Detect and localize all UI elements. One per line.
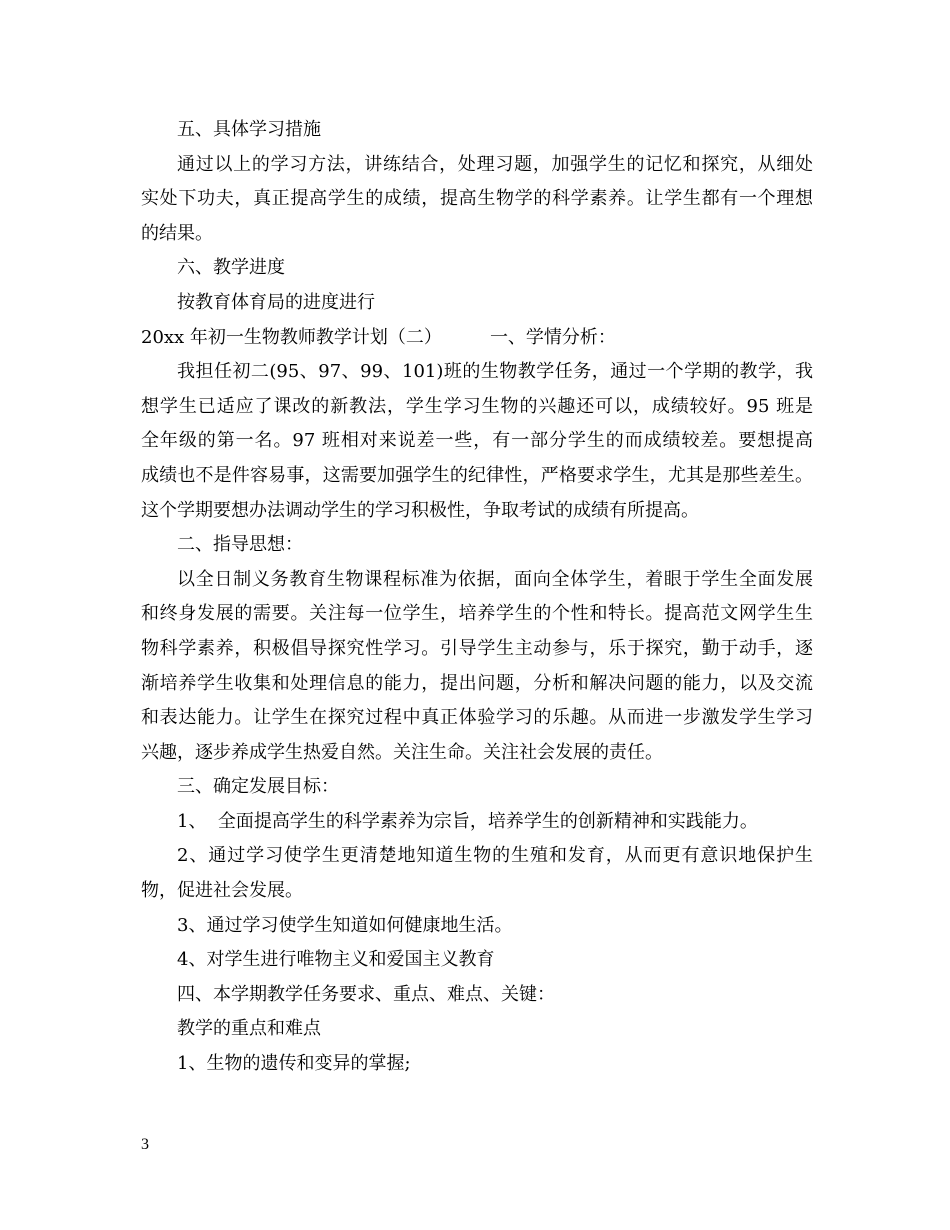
paragraph-line: 我担任初二(95、97、99、101)班的生物教学任务，通过一个学期的教学，我 xyxy=(177,361,813,383)
paragraph-line: 这个学期要想办法调动学生的学习积极性，争取考试的成绩有所提高。 xyxy=(141,499,699,521)
page-number: 3 xyxy=(141,1136,149,1153)
paragraph-line: 全年级的第一名。97 班相对来说差一些，有一部分学生的而成绩较差。要想提高 xyxy=(141,430,813,452)
list-item: 3、通过学习使学生知道如何健康地生活。 xyxy=(177,914,513,936)
list-item: 4、对学生进行唯物主义和爱国主义教育 xyxy=(177,949,495,971)
paragraph-line: 通过以上的学习方法，讲练结合，处理习题，加强学生的记忆和探究，从细处 xyxy=(177,153,813,175)
plan-title: 20xx 年初一生物教师教学计划（二） xyxy=(141,326,442,348)
paragraph-line: 兴趣，逐步养成学生热爱自然。关注生命。关注社会发展的责任。 xyxy=(141,741,663,763)
list-item: 1、 全面提高学生的科学素养为宗旨，培养学生的创新精神和实践能力。 xyxy=(177,810,758,832)
section-heading: 五、具体学习措施 xyxy=(177,119,321,140)
subheading: 教学的重点和难点 xyxy=(177,1018,321,1040)
section-heading: 四、本学期教学任务要求、重点、难点、关键： xyxy=(177,983,555,1005)
section-heading: 三、确定发展目标： xyxy=(177,776,339,798)
list-item: 1、生物的遗传和变异的掌握; xyxy=(177,1053,411,1075)
paragraph-line: 成绩也不是件容易事，这需要加强学生的纪律性，严格要求学生，尤其是那些差生。 xyxy=(141,464,813,486)
paragraph-line: 渐培养学生收集和处理信息的能力，提出问题，分析和解决问题的能力，以及交流 xyxy=(141,672,813,694)
section-heading: 六、教学进度 xyxy=(177,257,285,279)
list-item: 2、通过学习使学生更清楚地知道生物的生殖和发育，从而更有意识地保护生 xyxy=(177,845,813,867)
document-body xyxy=(141,113,813,1082)
paragraph-line: 想学生已适应了课改的新教法，学生学习生物的兴趣还可以，成绩较好。95 班是 xyxy=(141,395,813,417)
section-heading: 二、指导思想： xyxy=(177,534,303,556)
paragraph-line: 实处下功夫，真正提高学生的成绩，提高生物学的科学素养。让学生都有一个理想 xyxy=(141,188,813,210)
paragraph-line: 物科学素养，积极倡导探究性学习。引导学生主动参与，乐于探究，勤于动手，逐 xyxy=(141,637,813,659)
list-item-continuation: 物，促进社会发展。 xyxy=(141,880,303,902)
paragraph-line: 和终身发展的需要。关注每一位学生，培养学生的个性和特长。提高范文网学生生 xyxy=(141,603,813,625)
paragraph-line: 和表达能力。让学生在探究过程中真正体验学习的乐趣。从而进一步激发学生学习 xyxy=(141,707,813,729)
section-heading: 一、学情分析： xyxy=(489,326,616,348)
paragraph-line: 以全日制义务教育生物课程标准为依据，面向全体学生，着眼于学生全面发展 xyxy=(177,568,813,590)
paragraph-line: 的结果。 xyxy=(141,222,213,244)
plan-title-line xyxy=(141,321,813,356)
paragraph-line: 按教育体育局的进度进行 xyxy=(177,291,375,313)
